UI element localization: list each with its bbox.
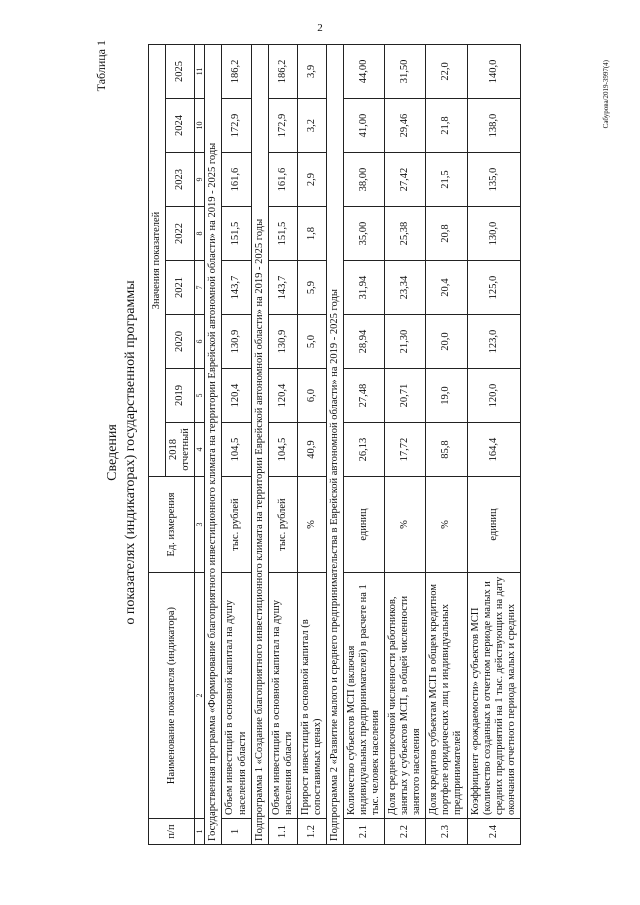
header-year: 2022 [166, 207, 195, 261]
document-stamp: Сабурова/2019-3997(4) [602, 60, 610, 129]
row-value: 1,8 [297, 207, 326, 261]
row-name: Доля кредитов субъектам МСП в общем кредитном портфеле юридических лиц и индивидуальных предпринимателей [426, 573, 467, 819]
row-num: 2.4 [467, 819, 520, 845]
header-num: п/п [149, 819, 195, 845]
row-num: 1.1 [268, 819, 297, 845]
row-value: 161,6 [222, 153, 251, 207]
row-value: 143,7 [268, 261, 297, 315]
header-year: 2020 [166, 315, 195, 369]
row-value: 161,6 [268, 153, 297, 207]
row-value: 25,38 [385, 207, 426, 261]
table-row [343, 44, 384, 844]
table-row [467, 44, 520, 844]
column-number: 5 [195, 369, 205, 423]
row-value: 138,0 [467, 99, 520, 153]
header-year: 2021 [166, 261, 195, 315]
document-subtitle: о показателях (индикаторах) государственной программы [123, 280, 138, 625]
row-value: 19,0 [426, 369, 467, 423]
row-value: 21,8 [426, 99, 467, 153]
row-value: 6,0 [297, 369, 326, 423]
page-number: 2 [317, 22, 323, 34]
header-name: Наименование показателя (индикатора) [149, 573, 195, 819]
row-name: Количество субъектов МСП (включая индивидуальных предпринимателей) в расчете на 1 тыс. человек населения [343, 573, 384, 819]
row-value: 186,2 [222, 44, 251, 98]
column-number: 3 [195, 477, 205, 573]
indicators-table [148, 44, 521, 845]
row-value: 29,46 [385, 99, 426, 153]
row-unit: тыс. рублей [268, 477, 297, 573]
row-value: 38,00 [343, 153, 384, 207]
table-label: Таблица 1 [94, 40, 108, 92]
row-value: 20,4 [426, 261, 467, 315]
row-value: 31,50 [385, 44, 426, 98]
column-number: 11 [195, 44, 205, 98]
row-value: 151,5 [222, 207, 251, 261]
column-number: 7 [195, 261, 205, 315]
header-2018: 2018 отчетный [166, 423, 195, 477]
table-row [297, 44, 326, 844]
row-value: 3,9 [297, 44, 326, 98]
row-unit: единиц [343, 477, 384, 573]
row-unit: единиц [467, 477, 520, 573]
row-num: 1.2 [297, 819, 326, 845]
row-value: 104,5 [268, 423, 297, 477]
document-title: Сведения [105, 424, 120, 481]
row-value: 5,0 [297, 315, 326, 369]
row-value: 151,5 [268, 207, 297, 261]
row-unit: % [385, 477, 426, 573]
header-values: Значения показателей [149, 44, 166, 476]
column-number: 4 [195, 423, 205, 477]
column-number: 1 [195, 819, 205, 845]
subprogram-1-row: Подпрограмма 1 «Создание благоприятного инвестиционного климата на территории Еврейской автономной области» на 2019 - 2025 годы [251, 44, 268, 844]
header-year: 2023 [166, 153, 195, 207]
row-unit: % [426, 477, 467, 573]
row-value: 120,4 [222, 369, 251, 423]
row-value: 20,0 [426, 315, 467, 369]
column-number: 2 [195, 573, 205, 819]
row-value: 22,0 [426, 44, 467, 98]
row-value: 20,71 [385, 369, 426, 423]
table-row [426, 44, 467, 844]
header-year: 2025 [166, 44, 195, 98]
row-value: 27,42 [385, 153, 426, 207]
row-name: Прирост инвестиций в основной капитал (в сопоставимых ценах) [297, 573, 326, 819]
column-number: 9 [195, 153, 205, 207]
row-value: 140,0 [467, 44, 520, 98]
row-num: 2.1 [343, 819, 384, 845]
row-value: 17,72 [385, 423, 426, 477]
row-value: 3,2 [297, 99, 326, 153]
table-row [268, 44, 297, 844]
row-num: 2.2 [385, 819, 426, 845]
row-value: 27,48 [343, 369, 384, 423]
row-value: 44,00 [343, 44, 384, 98]
column-number: 6 [195, 315, 205, 369]
row-num: 1 [222, 819, 251, 845]
row-name: Доля среднесписочной численности работников, занятых у субъектов МСП, в общей численности занятого населения [385, 573, 426, 819]
row-value: 26,13 [343, 423, 384, 477]
row-value: 123,0 [467, 315, 520, 369]
column-number: 10 [195, 99, 205, 153]
row-value: 186,2 [268, 44, 297, 98]
table-row [222, 44, 251, 844]
row-value: 35,00 [343, 207, 384, 261]
row-unit: тыс. рублей [222, 477, 251, 573]
row-value: 21,30 [385, 315, 426, 369]
row-unit: % [297, 477, 326, 573]
row-name: Объем инвестиций в основной капитал на душу населения области [222, 573, 251, 819]
row-value: 164,4 [467, 423, 520, 477]
row-value: 40,9 [297, 423, 326, 477]
row-value: 28,94 [343, 315, 384, 369]
row-name: Объем инвестиций в основной капитал на душу населения области [268, 573, 297, 819]
row-value: 31,94 [343, 261, 384, 315]
program-row: Государственная программа «Формирование благоприятного инвестиционного климата на территории Еврейской автономной области» на 2019 - 2025 годы [205, 44, 222, 844]
row-value: 120,4 [268, 369, 297, 423]
column-number: 8 [195, 207, 205, 261]
row-value: 172,9 [222, 99, 251, 153]
row-value: 130,0 [467, 207, 520, 261]
row-value: 143,7 [222, 261, 251, 315]
row-value: 135,0 [467, 153, 520, 207]
row-value: 130,9 [222, 315, 251, 369]
row-value: 41,00 [343, 99, 384, 153]
row-value: 23,34 [385, 261, 426, 315]
row-value: 104,5 [222, 423, 251, 477]
table-row [385, 44, 426, 844]
row-value: 20,8 [426, 207, 467, 261]
row-value: 125,0 [467, 261, 520, 315]
row-value: 130,9 [268, 315, 297, 369]
row-value: 85,8 [426, 423, 467, 477]
row-value: 2,9 [297, 153, 326, 207]
row-value: 172,9 [268, 99, 297, 153]
row-value: 5,9 [297, 261, 326, 315]
header-year: 2019 [166, 369, 195, 423]
row-name: Коэффициент «рождаемости» субъектов МСП (количество созданных в отчетном периоде малых и средних предприятий на 1 тыс. действующих на дату окончания отчетного периода малых и средних [467, 573, 520, 819]
row-value: 21,5 [426, 153, 467, 207]
subprogram-2-row: Подпрограмма 2 «Развитие малого и среднего предпринимательства в Еврейской автономной области» на 2019 - 2025 годы [326, 44, 343, 844]
header-unit: Ед. измерения [149, 477, 195, 573]
row-value: 120,0 [467, 369, 520, 423]
row-num: 2.3 [426, 819, 467, 845]
header-year: 2024 [166, 99, 195, 153]
